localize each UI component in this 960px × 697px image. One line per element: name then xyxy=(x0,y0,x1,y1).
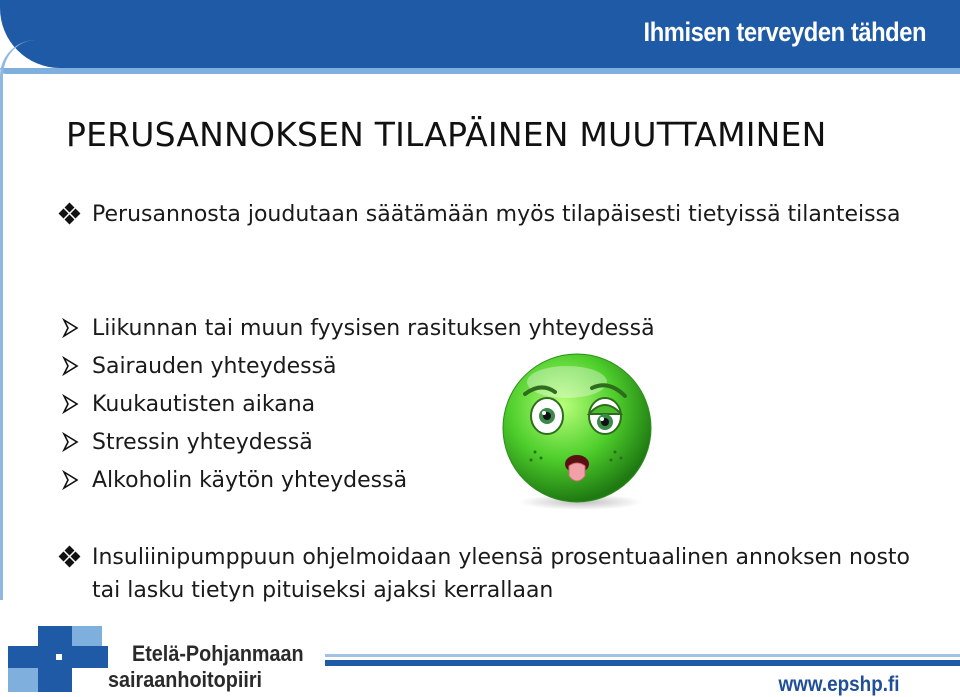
situation-text: Sairauden yhteydessä xyxy=(92,354,337,379)
note-list xyxy=(58,541,918,607)
slide-frame xyxy=(0,40,39,600)
org-name-line1: Etelä-Pohjanmaan xyxy=(132,641,304,666)
intro-text: Perusannosta joudutaan säätämään myös tilapäisesti tietyissä tilanteissa xyxy=(92,202,901,227)
list-item xyxy=(58,198,918,231)
list-item xyxy=(58,386,778,424)
website-link[interactable]: www.epshp.fi xyxy=(778,673,900,696)
arrow-bullet-icon xyxy=(58,424,82,462)
situation-text: Kuukautisten aikana xyxy=(92,392,316,417)
diamond-bullet-icon xyxy=(58,541,82,574)
footer-divider-light xyxy=(325,654,960,657)
header-tagline: Ihmisen terveyden tähden xyxy=(643,17,926,47)
slide-title: PERUSANNOKSEN TILAPÄINEN MUUTTAMINEN xyxy=(66,115,827,154)
hospital-cross-logo-icon xyxy=(8,624,108,694)
footer-divider xyxy=(325,660,960,666)
list-item xyxy=(58,462,778,500)
list-item xyxy=(58,310,778,348)
situation-text: Alkoholin käytön yhteydessä xyxy=(92,468,408,493)
list-item xyxy=(58,348,778,386)
intro-list xyxy=(58,198,918,231)
list-item xyxy=(58,424,778,462)
situation-text: Stressin yhteydessä xyxy=(92,430,313,455)
list-item xyxy=(58,541,918,607)
arrow-bullet-icon xyxy=(58,310,82,348)
arrow-bullet-icon xyxy=(58,386,82,424)
arrow-bullet-icon xyxy=(58,348,82,386)
org-name-line2: sairaanhoitopiiri xyxy=(108,667,263,692)
diamond-bullet-icon xyxy=(58,198,82,231)
note-text: Insuliinipumppuun ohjelmoidaan yleensä prosentuaalinen annoksen nosto tai lasku tietyn pituiseksi ajaksi kerrallaan xyxy=(92,545,910,603)
sick-smiley-icon xyxy=(497,352,657,512)
situations-list xyxy=(58,310,778,500)
arrow-bullet-icon xyxy=(58,462,82,500)
situation-text: Liikunnan tai muun fyysisen rasituksen yhteydessä xyxy=(92,316,655,341)
